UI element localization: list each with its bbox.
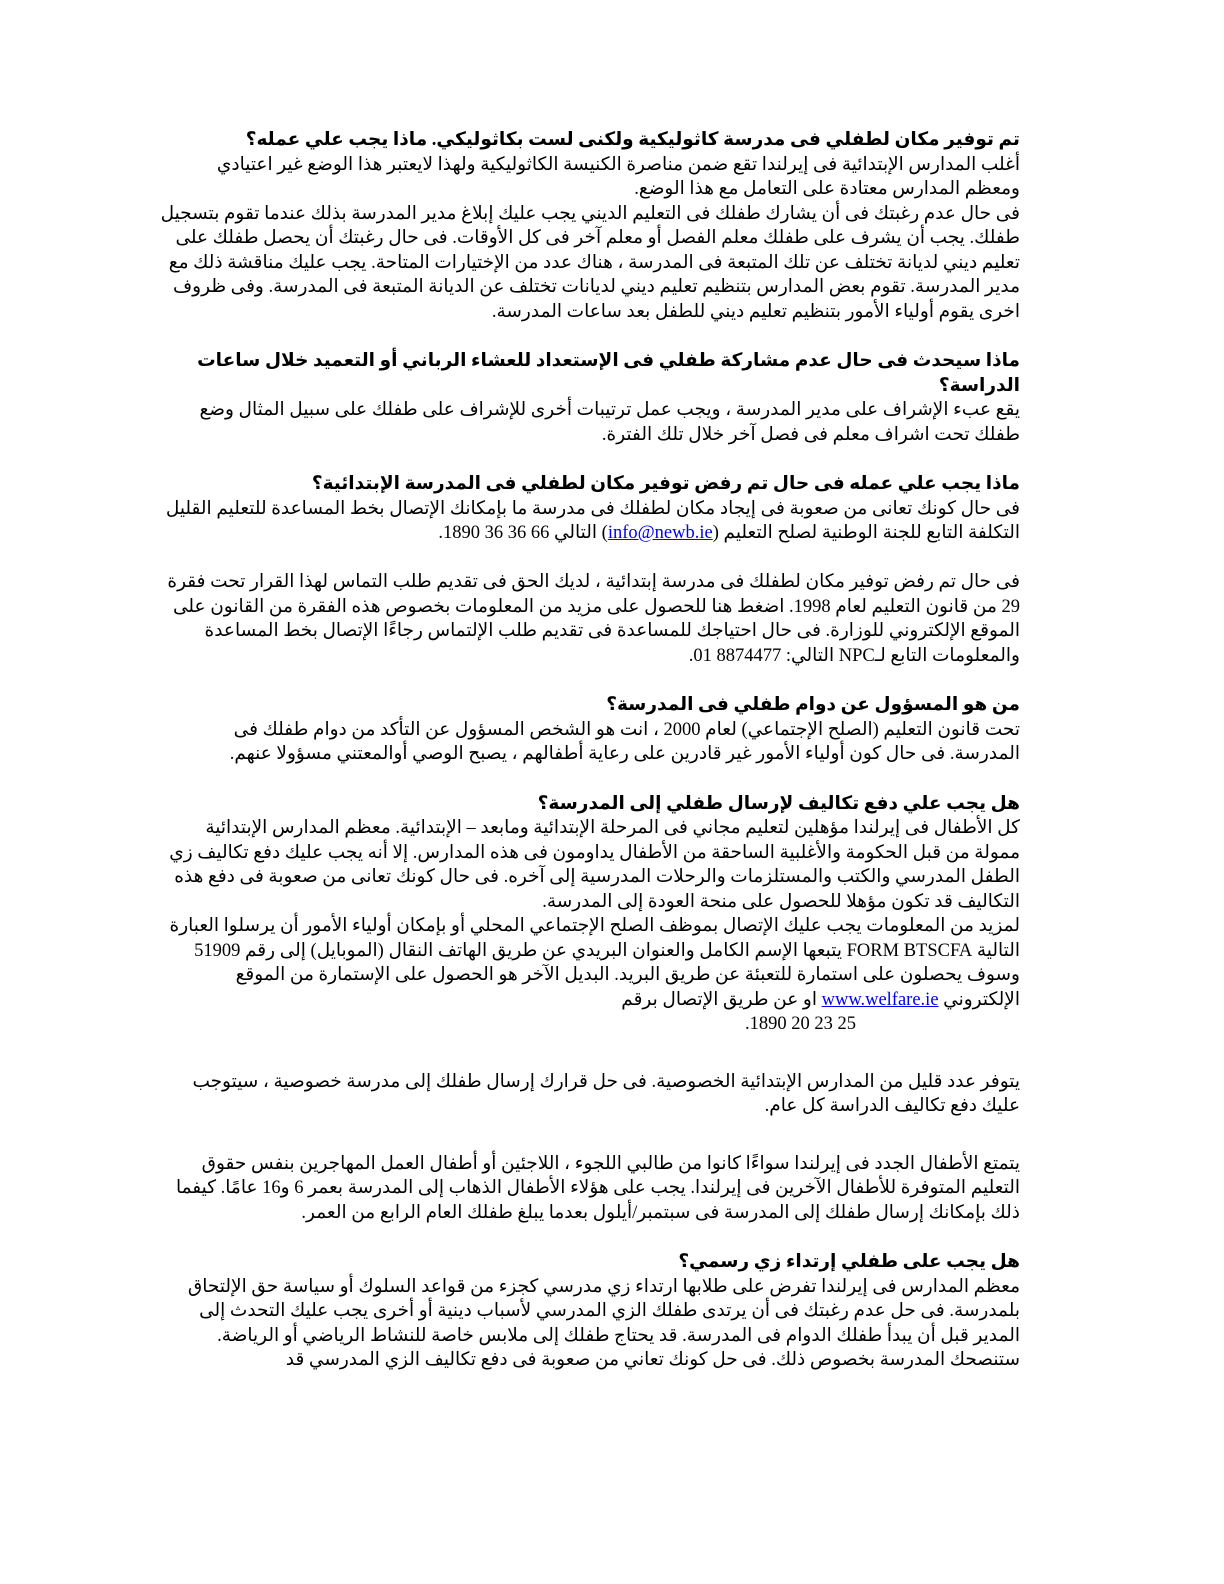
text-run: كل الأطفال فى إيرلندا مؤهلين لتعليم مجاني فى المرحلة الإبتدائية ومابعد – الإبتدائية. معظم المدارس الإبتدائية ممولة من قبل الحكومة والأغلبية الساحقة من الأطفال يداومون فى هذه المدارس. إلا أنه يجب عليك دفع تكاليف زي الطفل المدرسي والكتب والمستلزمات والرحلات المدرسية إلى آخره. فى حال كونك تعانى من صعوبة فى دفع هذه التكاليف قد تكون مؤهلا للحصول على منحة العودة إلى المدرسة. bbox=[169, 818, 1020, 912]
text-run: يتوفر عدد قليل من المدارس الإبتدائية الخصوصية. فى حل قرارك إرسال طفلك إلى مدرسة خصوصية ، سيتوجب عليك دفع تكاليف الدراسة كل عام. bbox=[192, 1071, 1020, 1116]
text-run: أغلب المدارس الإبتدائية فى إيرلندا تقع ضمن مناصرة الكنيسة الكاثوليكية ولهذا لايعتبر هذا الوضع غير اعتيادي ومعظم المدارس معتادة على التعامل مع هذا الوضع. bbox=[216, 154, 1020, 199]
paragraph bbox=[160, 816, 1020, 914]
paragraph bbox=[160, 718, 1020, 767]
paragraph bbox=[160, 1152, 1020, 1226]
faq-section-private-schools-and-newcomers bbox=[160, 1070, 1020, 1226]
paragraph bbox=[160, 1070, 1020, 1119]
faq-section-attendance-responsibility bbox=[160, 693, 1020, 767]
paragraph bbox=[160, 202, 1020, 325]
paragraph bbox=[160, 398, 1020, 447]
faq-section-school-costs bbox=[160, 792, 1020, 1037]
paragraph bbox=[160, 153, 1020, 202]
text-run: او عن طريق الإتصال برقم bbox=[621, 989, 822, 1010]
text-run: 25 23 20 1890. bbox=[745, 1014, 856, 1034]
text-run: فى حال كونك تعانى من صعوبة فى إيجاد مكان لطفلك فى مدرسة ما بإمكانك الإتصال بخط المساعدة للتعليم القليل التكلفة التابع للجنة الوطنية لصلح التعليم ( bbox=[165, 498, 1020, 543]
question-heading: ماذا سيحدث فى حال عدم مشاركة طفلي فى الإستعداد للعشاء الرباني أو التعميد خلال ساعات الدراسة؟ bbox=[197, 351, 1020, 396]
text-run: يقع عبء الإشراف على مدير المدرسة ، ويجب عمل ترتيبات أخرى للإشراف على طفلك على سبيل المثال وضع طفلك تحت اشراف معلم فى فصل آخر خلال تلك الفترة. bbox=[199, 400, 1020, 445]
document-content bbox=[160, 128, 1020, 1373]
text-run: فى حال تم رفض توفير مكان لطفلك فى مدرسة إبتدائية ، لديك الحق فى تقديم طلب التماس لهذا القرار تحت فقرة 29 من قانون التعليم لعام 1998. اضغط هنا للحصول على مزيد من المعلومات بخصوص هذه الفقرة من القانون على الموقع الإلكتروني للوزارة. فى حال احتياجك للمساعدة فى تقديم طلب الإلتماس رجاءًا الإتصال بخط المساعدة والمعلومات التابع لـNPC التالي: 8874477 01. bbox=[167, 572, 1020, 666]
question-heading: ماذا يجب علي عمله فى حال تم رفض توفير مكان لطفلي فى المدرسة الإبتدائية؟ bbox=[311, 474, 1020, 494]
paragraph bbox=[160, 914, 1020, 1012]
faq-section-communion-baptism bbox=[160, 349, 1020, 447]
text-run: ) التالي 66 36 36 1890. bbox=[438, 523, 608, 543]
question-heading: هل يجب علي دفع تكاليف لإرسال طفلي إلى المدرسة؟ bbox=[537, 793, 1020, 814]
faq-section-school-uniform bbox=[160, 1250, 1020, 1373]
paragraph bbox=[160, 497, 1020, 546]
paragraph bbox=[160, 570, 1020, 668]
paragraph bbox=[160, 1275, 1020, 1373]
faq-section-place-refused bbox=[160, 472, 1020, 668]
email-link[interactable]: info@newb.ie bbox=[607, 523, 713, 543]
text-run: يتمتع الأطفال الجدد فى إيرلندا سواءًا كانوا من طالبي اللجوء ، اللاجئين أو أطفال العمل المهاجرين بنفس حقوق التعليم المتوفرة للأطفال الآخرين فى إيرلندا. يجب على هؤلاء الأطفال الذهاب إلى المدرسة بعمر 6 و16 عامًا. كيفما ذلك بإمكانك إرسال طفلك إلى المدرسة فى سبتمبر/أيلول بعدما يبلغ طفلك العام الرابع من العمر. bbox=[175, 1153, 1020, 1223]
text-run: فى حال عدم رغبتك فى أن يشارك طفلك فى التعليم الديني يجب عليك إبلاغ مدير المدرسة بذلك عندما تقوم بتسجيل طفلك. يجب أن يشرف على طفلك معلم الفصل أو معلم آخر فى كل الأوقات. فى حال رغبتك أن يحصل طفلك على تعليم ديني لديانة تختلف عن تلك المتبعة فى المدرسة ، هناك عدد من الإختيارات المتاحة. يجب عليك مناقشة ذلك مع مدير المدرسة. تقوم بعض المدارس بتنظيم تعليم ديني لديانات تختلف عن الديانة المتبعة فى المدرسة. وفى ظروف اخرى يقوم أولياء الأمور بتنظيم تعليم ديني للطفل بعد ساعات المدرسة. bbox=[160, 203, 1020, 322]
faq-section-catholic-school-place bbox=[160, 128, 1020, 324]
website-link[interactable]: www.welfare.ie bbox=[821, 989, 939, 1010]
text-run: معظم المدارس فى إيرلندا تفرض على طلابها ارتداء زي مدرسي كجزء من قواعد السلوك أو سياسة حق الإلتحاق بلمدرسة. فى حل عدم رغبتك فى أن يرتدى طفلك الزي المدرسي لأسباب دينية أو أخرى يجب عليك التحدث إلى المدير قبل أن يبدأ طفلك الدوام فى المدرسة. قد يحتاج طفلك إلى ملابس خاصة للنشاط الرياضي أو الرياضة. ستنصحك المدرسة بخصوص ذلك. فى حل كونك تعاني من صعوبة فى دفع تكاليف الزي المدرسي قد bbox=[187, 1276, 1020, 1370]
question-heading: تم توفير مكان لطفلي فى مدرسة كاثوليكية ولكنى لست بكاثوليكي. ماذا يجب علي عمله؟ bbox=[245, 130, 1020, 150]
text-run: تحت قانون التعليم (الصلح الإجتماعي) لعام 2000 ، انت هو الشخص المسؤول عن التأكد من دوام طفلك فى المدرسة. فى حال كون أولياء الأمور غير قادرين على رعاية أطفالهم ، يصبح الوصي أوالمعتني مسؤولا عنهم. bbox=[229, 719, 1020, 764]
question-heading: من هو المسؤول عن دوام طفلي فى المدرسة؟ bbox=[606, 695, 1020, 715]
phone-number-line bbox=[160, 1012, 856, 1037]
question-heading: هل يجب على طفلي إرتداء زي رسمي؟ bbox=[678, 1252, 1020, 1272]
text-run: لمزيد من المعلومات يجب عليك الإتصال بموظف الصلح الإجتماعي المحلي أو بإمكان أولياء الأمور أن يرسلوا العبارة التالية FORM BTSCFA يتبعها الإسم الكامل والعنوان البريدي عن طريق الهاتف النقال (الموبايل) إلى رقم 51909 وسوف يحصلون على استمارة للتعبئة عن طريق البريد. البديل الآخر هو الحصول على الإستمارة من الموقع الإلكتروني bbox=[169, 916, 1020, 1010]
